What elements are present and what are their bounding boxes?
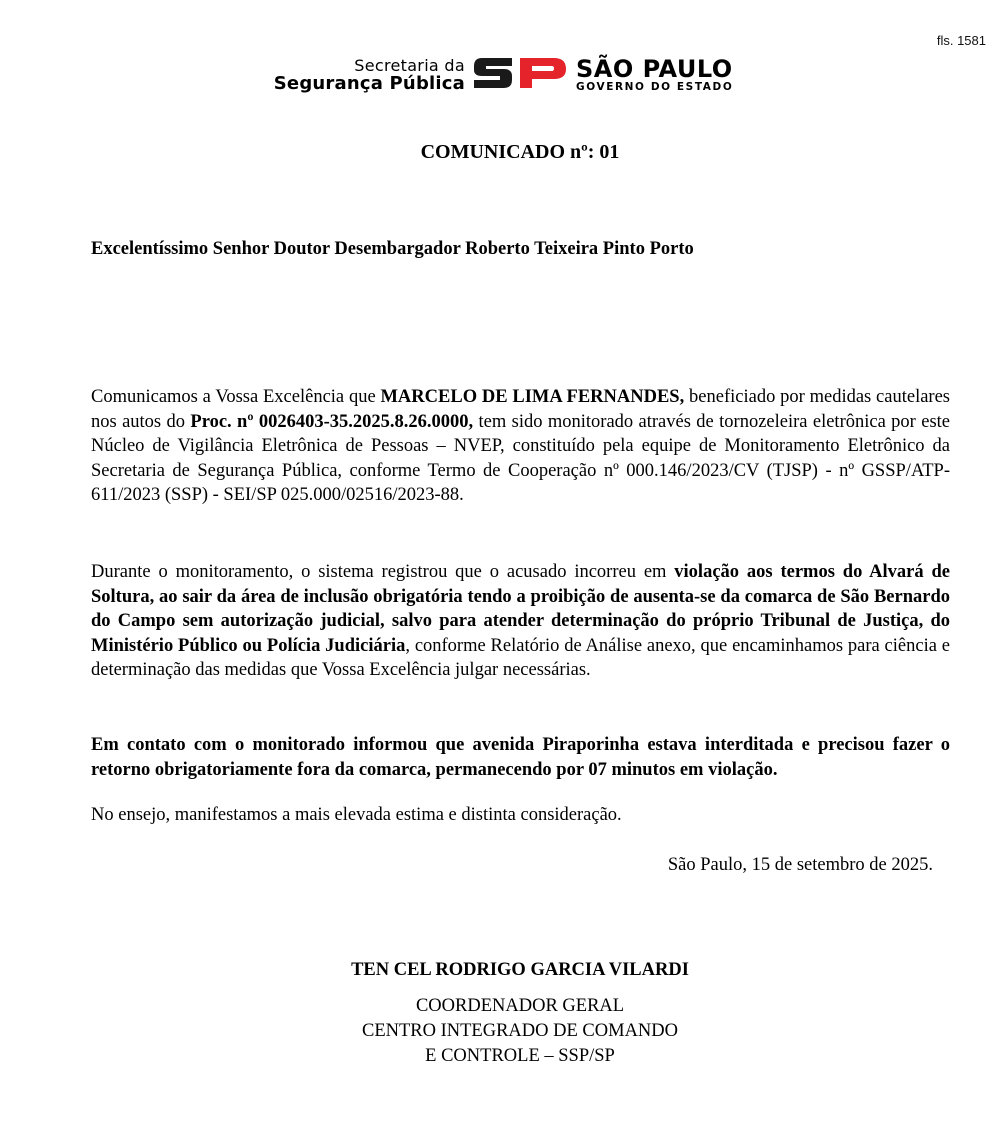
department-name [241, 58, 465, 93]
page-number: fls. 1581 [936, 33, 986, 48]
letterhead [241, 56, 761, 96]
document-title: COMUNICADO nº: 01 [420, 141, 620, 163]
process-number: Proc. nº 0026403-35.2025.8.26.0000, [190, 411, 474, 432]
document-date: São Paulo, 15 de setembro de 2025. [667, 855, 933, 875]
p2-text-2: , conforme Relatório de Análise anexo, que encaminhamos para ciência e determinação das medidas que Vossa Excelência julgar necessárias. [91, 635, 950, 680]
department-line1: Secretaria da [354, 56, 465, 75]
state-name: SÃO PAULO [576, 55, 733, 83]
sp-logo-s-shape [474, 58, 512, 88]
state-subtitle: GOVERNO DO ESTADO [576, 81, 734, 93]
state-name-block [576, 57, 733, 93]
paragraph-notification [91, 385, 950, 508]
paragraph-closing: No ensejo, manifestamos a mais elevada estima e distinta consideração. [91, 805, 622, 825]
p1-text-1: Comunicamos a Vossa Excelência que [91, 387, 381, 407]
signature-role-line1: COORDENADOR GERAL [415, 996, 625, 1016]
signature-name: TEN CEL RODRIGO GARCIA VILARDI [351, 960, 689, 980]
defendant-name: MARCELO DE LIMA FERNANDES, [380, 387, 685, 407]
sp-logo-icon [472, 56, 568, 90]
violation-description: violação aos termos do Alvará de Soltura, ao sair da área de inclusão obrigatória tendo a proibição de ausenta-se da comarca de São Bernardo do Campo sem autorização judicial, salvo para atender determinação do próprio Tribunal de Justiça, do Ministério Público ou Polícia Judiciária [91, 562, 950, 656]
p1-text-3: tem sido monitorado através de tornozeleira eletrônica por este Núcleo de Vigilância Eletrônica de Pessoas – NVEP, constituído pela equipe de Monitoramento Eletrônico da Secretaria de Segurança Pública, conforme Termo de Cooperação nº 000.146/2023/CV (TJSP) - nº GSSP/ATP-611/2023 (SSP) - SEI/SP 025.000/02516/2023-88. [91, 411, 950, 505]
p1-text-2: beneficiado por medidas cautelares nos autos do [91, 387, 950, 432]
p2-text-1: Durante o monitoramento, o sistema registrou que o acusado incorreu em [91, 562, 675, 582]
signature-role-line2: CENTRO INTEGRADO DE COMANDO [361, 1021, 679, 1041]
paragraph-violation [91, 560, 950, 683]
department-line2: Segurança Pública [273, 73, 465, 94]
sp-logo-p-shape [520, 58, 566, 88]
salutation: Excelentíssimo Senhor Doutor Desembargador Roberto Teixeira Pinto Porto [91, 239, 694, 259]
signature-role-line3: E CONTROLE – SSP/SP [425, 1046, 615, 1066]
paragraph-contact: Em contato com o monitorado informou que avenida Piraporinha estava interditada e precisou fazer o retorno obrigatoriamente fora da comarca, permanecendo por 07 minutos em violação. [91, 735, 950, 780]
